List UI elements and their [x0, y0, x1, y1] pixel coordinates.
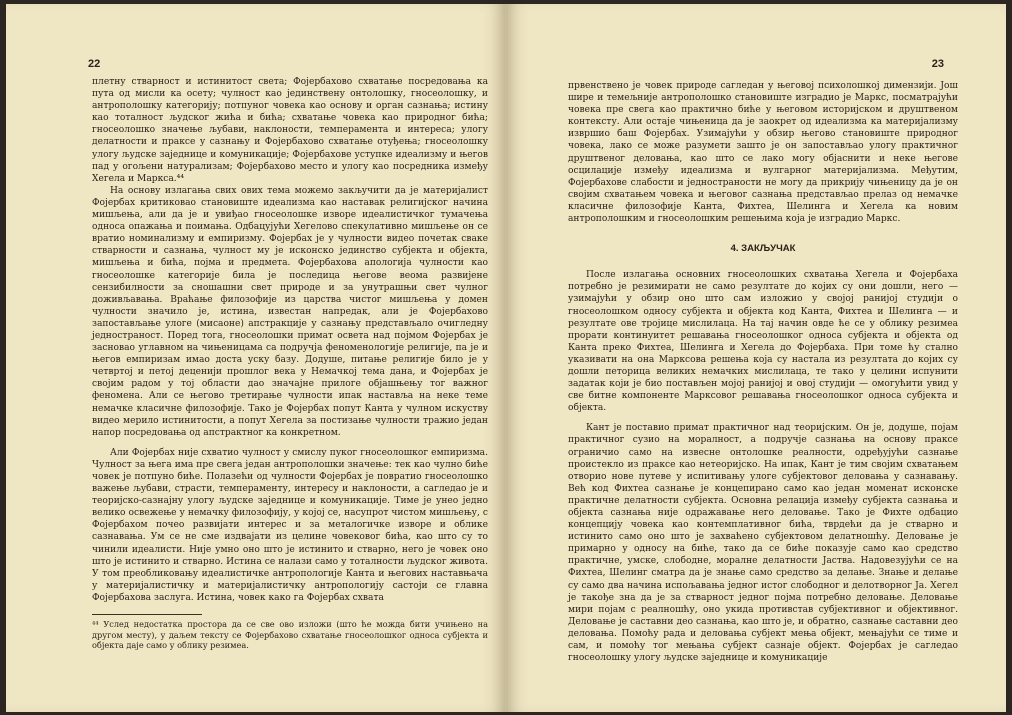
paragraph: првенствено је човек природе сагледан у његовој психолошкој димензији. Још шире и темељније антрополошко становиште изградио је Маркс, посматрајући човека пре свега као практично биће у његовом историјском и друштвеном контексту. Али остаје чињеница да је заокрет од идеализма ка материјализму извршио баш Фојербах. Узимајући у обзир његово становиште природног човека, лако се може разумети зашто је он запостављао улогу практичног друштвеног деловања, као што се лако могу објаснити и неке његове осцилације између идеализма и вулгарног материјализма. Међутим, Фојербахове слабости и једностраности не могу да прикрију чињеницу да је он својим схватањем човека и његовог сазнања представљао прелаз од немачке класичне филозофије Канта, Фихтеа, Шелинга и Хегела ка новим антрополошким и гносеолошким решењима која је изградио Маркс. [568, 81, 958, 225]
paragraph: плетну стварност и истинитост света; Фојербахово схватање посредовања ка пута од мисли ка осету; чулност као јединствену онтолошку, гносеолошку, и антрополошку категорију; потпуног човека као основу и орган сазнања; истину као тоталност људског жића и бића; схватање човека као природног бића; гносеолошко значење љубави, наклоности, темперамента и интереса; улогу делатности и праксе у сазнању и Фојербахово схватање отуђења; гносеолошку улогу људске заједнице и комуникације; Фојербахове уступке идеализму и његов пад у огољени натурализам; Фојербахово место и улогу као посредника између Хегела и Маркса.⁴⁴ [92, 77, 488, 184]
paragraph: Кант је поставио примат практичног над теоријским. Он је, додуше, појам практичног сузио на моралност, а подручје сазнања на основу праксе ограничио само на извесне онтолошке реалности, одређујући сазнање проистекло из праксе као нетеоријско. На ипак, Кант је тим својим схватањем отворио нове путеве у испитивању улоге субјектовог деловања у сазнавању. Већ код Фихтеа сазнање је концепирано само као један моменат исконске практичне делатности субјекта. Основна релација између субјекта сазнања и објекта сазнања није одражавање него деловање. Тако је Фихте одбацио концепцију човека као контемплативног бића, тврдећи да је стварно и истинито само оно што је захваћено субјектовом делатношћу. Деловање је примарно у односу на биће, тако да се биће показује само као средство практичне, умске, слободне, моралне делатности Јаства. Надовезујући се на Фихтеа, Шелинг сматра да је знање само средство за делање. Знање и делање су само два начина испољавања једног истог слободног и делотворног Ја. Хегел је такође зна да је за стварност једног појма потребно деловање. Деловање мири појам с реалношћу, оно укида противстав субјективног и објективног. Деловање је саставни део сазнања, као што је, и обратно, сазнање саставни део деловања. Помоћу рада и деловања субјект мења објект, мењајући се тиме и сам, и помоћу тог мењања субјект сазнаје објект. Фојербах је сагледао гносеолошку улогу људске заједнице и комуникације [568, 423, 958, 664]
page-number-left: 22 [88, 58, 101, 70]
paragraph: На основу излагања свих ових тема можемо закључити да је материјалист Фојербах критиковао становиште идеализма као наставак религијског начина мишљења, али да је и увиђао гносеолошке изворе идеалистичког тумачења односа опажања и поимања. Одбацујући Хегелово спекулативно мишљење он се вратио номинализму и емпиризму. Фојербах је у чулности видео почетак сваке стварности и сазнања, чулност му је исконско јединство субјекта и објекта, мишљења и бића, појма и предмета. Фојербахова апологија чулности као гносеолошке категорије била је последица његове веома развијене сензибилности за сношашни свет природе и за унутрашњи свет чулног доживљавања. Враћање филозофије из царства чистог мишљења у домен чулности значило је, истина, известан напредак, али је Фојербахово запостављање улоге (мисаоне) апстракције у сазнању представљало очигледну једностраност. Поред тога, гносеолошки примат освета над појмом Фојербах је засновао углавном на чињеницама са подручја феноменологије религије, па је и његов емпиризам имао доста уску базу. Додуше, питање религије било је у четвртој и петој деценији прошлог века у Немачкој тема дана, и Фојербах је својим радом у тој области дао значајне прилоге објашњењу тог важног феномена. Али се његово третирање чулности ипак наставља на неке теме немачке класичне филозофије. Тако је Фојербах попут Канта у чулном искуству видео мерило истинитости, а попут Хегела за постизање чулности тражио један напор посредовања од апстрактног ка конкретном. [92, 185, 488, 438]
left-page [6, 4, 506, 712]
footnote-divider [92, 614, 202, 615]
footnote: ⁴⁴ Услед недостатка простора да се све ово изложи (што ће можда бити учињено на другом месту), у даљем тексту се Фојербахово схватање гносеолошког односа субјекта и објекта даје само у облику резимеа. [92, 619, 488, 651]
paragraph: После излагања основних гносеолошких схватања Хегела и Фојербаха потребно је резимирати не само резултате до којих су они дошли, него — узимајући у обзир оно што сам изложио у својој ранијој студији о гносеолошком односу субјекта и објекта код Канта, Фихтеа и Шелинга — и резултате ове тројице мислилаца. На тај начин овде ће се у облику резимеа прорати континуитет решавања гносеолошког односа субјекта и објекта од Канта преко Фихтеа, Шелинга и Хегела до Фојербаха. При томе ћу стално указивати на она Марксова решења која су настала из резултата до којих су дошли петорица великих немачких мислилаца, те тако у целини испунити задатак који је био постављен мојој ранијој и овој студији — омогућити увид у све битне компоненте Марксовог решавања гносеолошког односа субјекта и објекта. [568, 270, 958, 414]
paragraph: Али Фојербах није схватио чулност у смислу пуког гносеолошког емпиризма. Чулност за њега има пре свега један антрополошки значење: тек као чулно биће човек је потпуно биће. Полазећи од чулности Фојербах је повратио гносеолошко важење љубави, страсти, темпераменту, интересу и наклоности, а сагледао је и теоријско-сазнајну улогу људске заједнице и комуникације. Тиме је унео једно велико освежење у немачку филозофију, у којој се, насупрот чистом мишљењу, с Фојербахом почео развијати интерес и за металогичке изворе и облике сазнавања. Ум се не сме издвајати из целине човековог бића, као што су то чинили идеалисти. Није умно оно што је истинито и стварно, него је човек оно што је истинито и стварно. Истина се налази само у тоталности људског живота. У том преобликовању идеалистичке антропологије Канта и његових наставњача у материјалистичку и материјалистичку антропологију састоји се главна Фојербахова заслуга. Истина, човек како га Фојербах схвата [92, 447, 488, 603]
page-number-right: 23 [931, 58, 944, 70]
left-page-body [92, 76, 488, 651]
right-page-body [568, 80, 958, 664]
book-spread [6, 4, 1006, 712]
section-heading: 4. ЗАКЉУЧАК [730, 243, 796, 255]
right-page [506, 4, 1006, 712]
